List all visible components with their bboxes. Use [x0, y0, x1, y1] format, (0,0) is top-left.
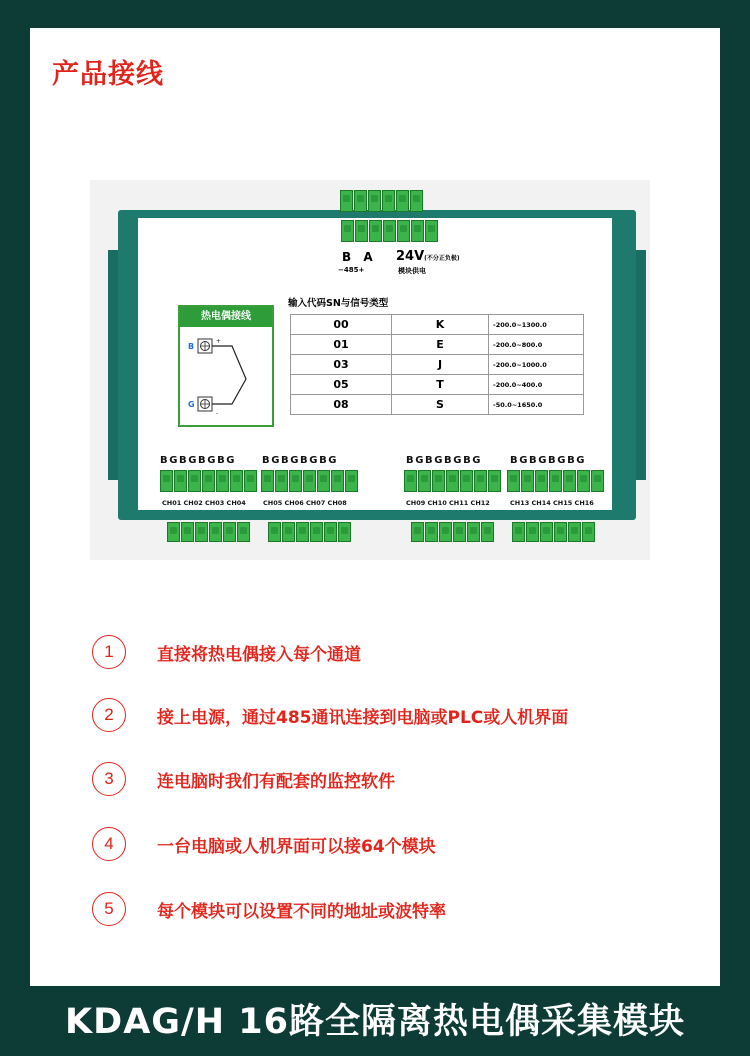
svg-text:+: + [216, 338, 222, 345]
signal-type: J [392, 355, 489, 375]
signal-range: -200.0~1000.0 [489, 355, 584, 375]
power-terminal-inner [341, 220, 439, 242]
thermocouple-wiring-icon [180, 327, 272, 425]
channel-terminal-4 [507, 470, 605, 492]
rs485-polarity-label: −485+ [338, 266, 365, 274]
channel-terminal-3 [404, 470, 502, 492]
channel-labels-1: CH01 CH02 CH03 CH04 [162, 499, 246, 507]
table-row [291, 315, 584, 335]
step-number: 1 [92, 635, 126, 669]
section-title: 产品接线 [52, 59, 164, 90]
signal-range: -200.0~800.0 [489, 335, 584, 355]
channel-plug-3 [411, 522, 495, 542]
channel-terminal-1 [160, 470, 258, 492]
power-supply-label: 模块供电 [398, 267, 426, 275]
signal-type: E [392, 335, 489, 355]
product-title: KDAG/H 16路全隔离热电偶采集模块 [65, 1002, 685, 1042]
feature-item-2 [92, 697, 568, 733]
step-number: 3 [92, 762, 126, 796]
sn-code: 00 [291, 315, 392, 335]
signal-type: K [392, 315, 489, 335]
tc-wiring-title: 热电偶接线 [180, 307, 272, 327]
signal-range: -200.0~400.0 [489, 375, 584, 395]
channel-plug-4 [512, 522, 596, 542]
channel-terminal-2 [261, 470, 359, 492]
channel-plug-1 [167, 522, 251, 542]
signal-range: -200.0~1300.0 [489, 315, 584, 335]
sn-code: 08 [291, 395, 392, 415]
svg-text:-: - [216, 410, 219, 417]
signal-type: T [392, 375, 489, 395]
sn-code: 03 [291, 355, 392, 375]
sn-code: 01 [291, 335, 392, 355]
bg-label-group-2: BGBGBGBG [262, 455, 339, 466]
sn-signal-table [290, 314, 584, 415]
sn-table-title: 输入代码SN与信号类型 [288, 298, 389, 309]
power-polarity-note: (不分正负极) [424, 255, 460, 262]
step-number: 5 [92, 892, 126, 926]
signal-range: -50.0~1650.0 [489, 395, 584, 415]
signal-type: S [392, 395, 489, 415]
step-text: 每个模块可以设置不同的地址或波特率 [157, 901, 446, 922]
table-row [291, 335, 584, 355]
channel-labels-2: CH05 CH06 CH07 CH08 [263, 499, 347, 507]
step-number: 4 [92, 827, 126, 861]
tc-b-label: B [188, 342, 195, 351]
rs485-label: B A [342, 250, 377, 264]
table-row [291, 355, 584, 375]
channel-labels-3: CH09 CH10 CH11 CH12 [406, 499, 490, 507]
channel-labels-4: CH13 CH14 CH15 CH16 [510, 499, 594, 507]
bg-label-group-4: BGBGBGBG [510, 455, 587, 466]
step-text: 一台电脑或人机界面可以接64个模块 [157, 836, 436, 857]
feature-item-5 [92, 891, 446, 927]
thermocouple-wiring-box [178, 305, 274, 427]
sn-code: 05 [291, 375, 392, 395]
module-diagram [90, 160, 650, 560]
table-row [291, 395, 584, 415]
feature-item-4 [92, 826, 436, 862]
table-row [291, 375, 584, 395]
step-text: 直接将热电偶接入每个通道 [157, 644, 361, 665]
step-number: 2 [92, 698, 126, 732]
tc-g-label: G [188, 400, 195, 409]
power-24v-label: 24V(不分正负极) [396, 249, 460, 264]
bg-label-group-1: BGBGBGBG [160, 455, 237, 466]
feature-item-1 [92, 634, 361, 670]
feature-item-3 [92, 761, 395, 797]
step-text: 连电脑时我们有配套的监控软件 [157, 771, 395, 792]
power-terminal-block [340, 190, 424, 212]
step-text: 接上电源，通过485通讯连接到电脑或PLC或人机界面 [157, 707, 569, 728]
channel-plug-2 [268, 522, 352, 542]
bg-label-group-3: BGBGBGBG [406, 455, 483, 466]
